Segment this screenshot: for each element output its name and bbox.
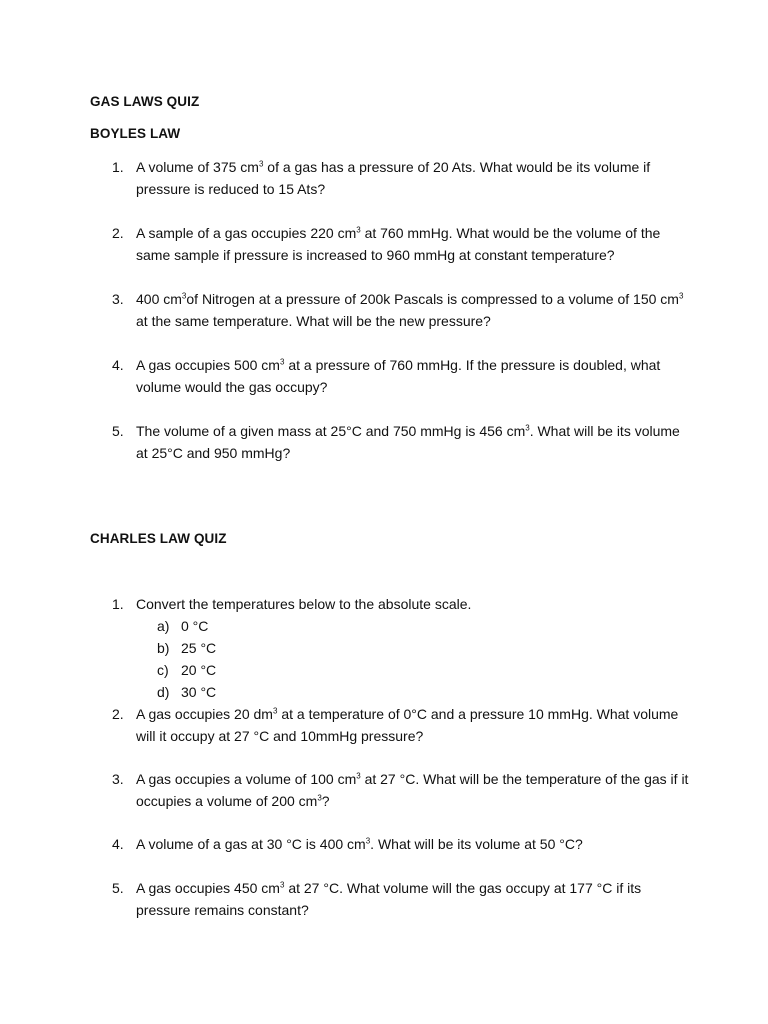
superscript: 3 (317, 793, 322, 803)
question-text: A gas occupies 20 dm (136, 706, 273, 722)
question-number: 3. (112, 291, 124, 307)
boyles-law-heading: BOYLES LAW (90, 126, 181, 141)
question-text: A gas occupies a volume of 100 cm (136, 771, 357, 787)
question-text: of Nitrogen at a pressure of 200k Pascals is compressed to a volume of 150 cm (186, 291, 679, 307)
superscript: 3 (279, 880, 285, 890)
sub-item-letter: b) (157, 640, 170, 656)
sub-item-value: 0 °C (181, 618, 209, 634)
question-text: A volume of 375 cm (136, 159, 259, 175)
superscript: 3 (279, 357, 285, 367)
boyles-question-4 (112, 354, 692, 398)
sub-item-letter: c) (157, 662, 169, 678)
boyles-question-3 (112, 288, 692, 332)
question-number: 3. (112, 771, 124, 787)
superscript: 3 (365, 836, 371, 846)
superscript: 3 (356, 771, 361, 781)
question-number: 2. (112, 225, 124, 241)
sub-item-c (157, 659, 216, 681)
question-text: of a gas has a pressure of 20 Ats. What would be its volume if pressure is reduced to 15 Ats? (136, 159, 651, 197)
superscript: 3 (181, 291, 187, 301)
superscript: 3 (258, 159, 264, 169)
question-number: 4. (112, 836, 124, 852)
question-number: 5. (112, 423, 124, 439)
question-number: 1. (112, 596, 124, 612)
superscript: 3 (678, 291, 684, 301)
sub-item-b (157, 637, 216, 659)
question-text: ? (321, 793, 330, 809)
question-text: . What will be its volume at 25°C and 950 mmHg? (136, 423, 680, 461)
charles-question-4 (112, 833, 692, 855)
question-text: at a pressure of 760 mmHg. If the pressure is doubled, what volume would the gas occupy? (136, 357, 661, 395)
quiz-title: GAS LAWS QUIZ (90, 94, 200, 109)
boyles-question-5 (112, 420, 692, 464)
charles-question-5 (112, 877, 692, 921)
charles-law-heading: CHARLES LAW QUIZ (90, 531, 227, 546)
question-text: at 760 mmHg. What would be the volume of the same sample if pressure is increased to 960 mmHg at constant temperature? (136, 225, 661, 263)
sub-item-letter: d) (157, 684, 170, 700)
superscript: 3 (356, 225, 361, 235)
question-number: 1. (112, 159, 124, 175)
sub-item-value: 25 °C (181, 640, 217, 656)
question-number: 2. (112, 706, 124, 722)
question-text: Convert the temperatures below to the absolute scale. (136, 596, 472, 612)
question-text: A gas occupies 500 cm (136, 357, 280, 373)
sub-item-letter: a) (157, 618, 170, 634)
question-text: A volume of a gas at 30 °C is 400 cm (136, 836, 366, 852)
question-text: . What will be its volume at 50 °C? (370, 836, 583, 852)
question-text: at 27 °C. What volume will the gas occupy at 177 °C if its pressure remains constant? (136, 880, 642, 918)
question-text: The volume of a given mass at 25°C and 750 mmHg is 456 cm (136, 423, 526, 439)
sub-item-d (157, 681, 216, 703)
superscript: 3 (272, 706, 278, 716)
charles-question-2 (112, 703, 692, 747)
charles-question-3 (112, 768, 692, 812)
question-text: 400 cm (136, 291, 182, 307)
sub-item-value: 20 °C (181, 662, 217, 678)
question-text: at a temperature of 0°C and a pressure 10 mmHg. What volume will it occupy at 27 °C and 10mmHg pressure? (136, 706, 679, 744)
boyles-question-1 (112, 156, 692, 200)
question-text: at the same temperature. What will be the new pressure? (136, 313, 491, 329)
question-text: at 27 °C. What will be the temperature of the gas if it occupies a volume of 200 cm (136, 771, 689, 809)
question-text: A sample of a gas occupies 220 cm (136, 225, 357, 241)
superscript: 3 (525, 423, 530, 433)
question-text: A gas occupies 450 cm (136, 880, 280, 896)
question-number: 5. (112, 880, 124, 896)
sub-item-value: 30 °C (181, 684, 217, 700)
boyles-question-2 (112, 222, 692, 266)
sub-item-a (157, 615, 208, 637)
question-number: 4. (112, 357, 124, 373)
charles-question-1 (112, 593, 692, 615)
